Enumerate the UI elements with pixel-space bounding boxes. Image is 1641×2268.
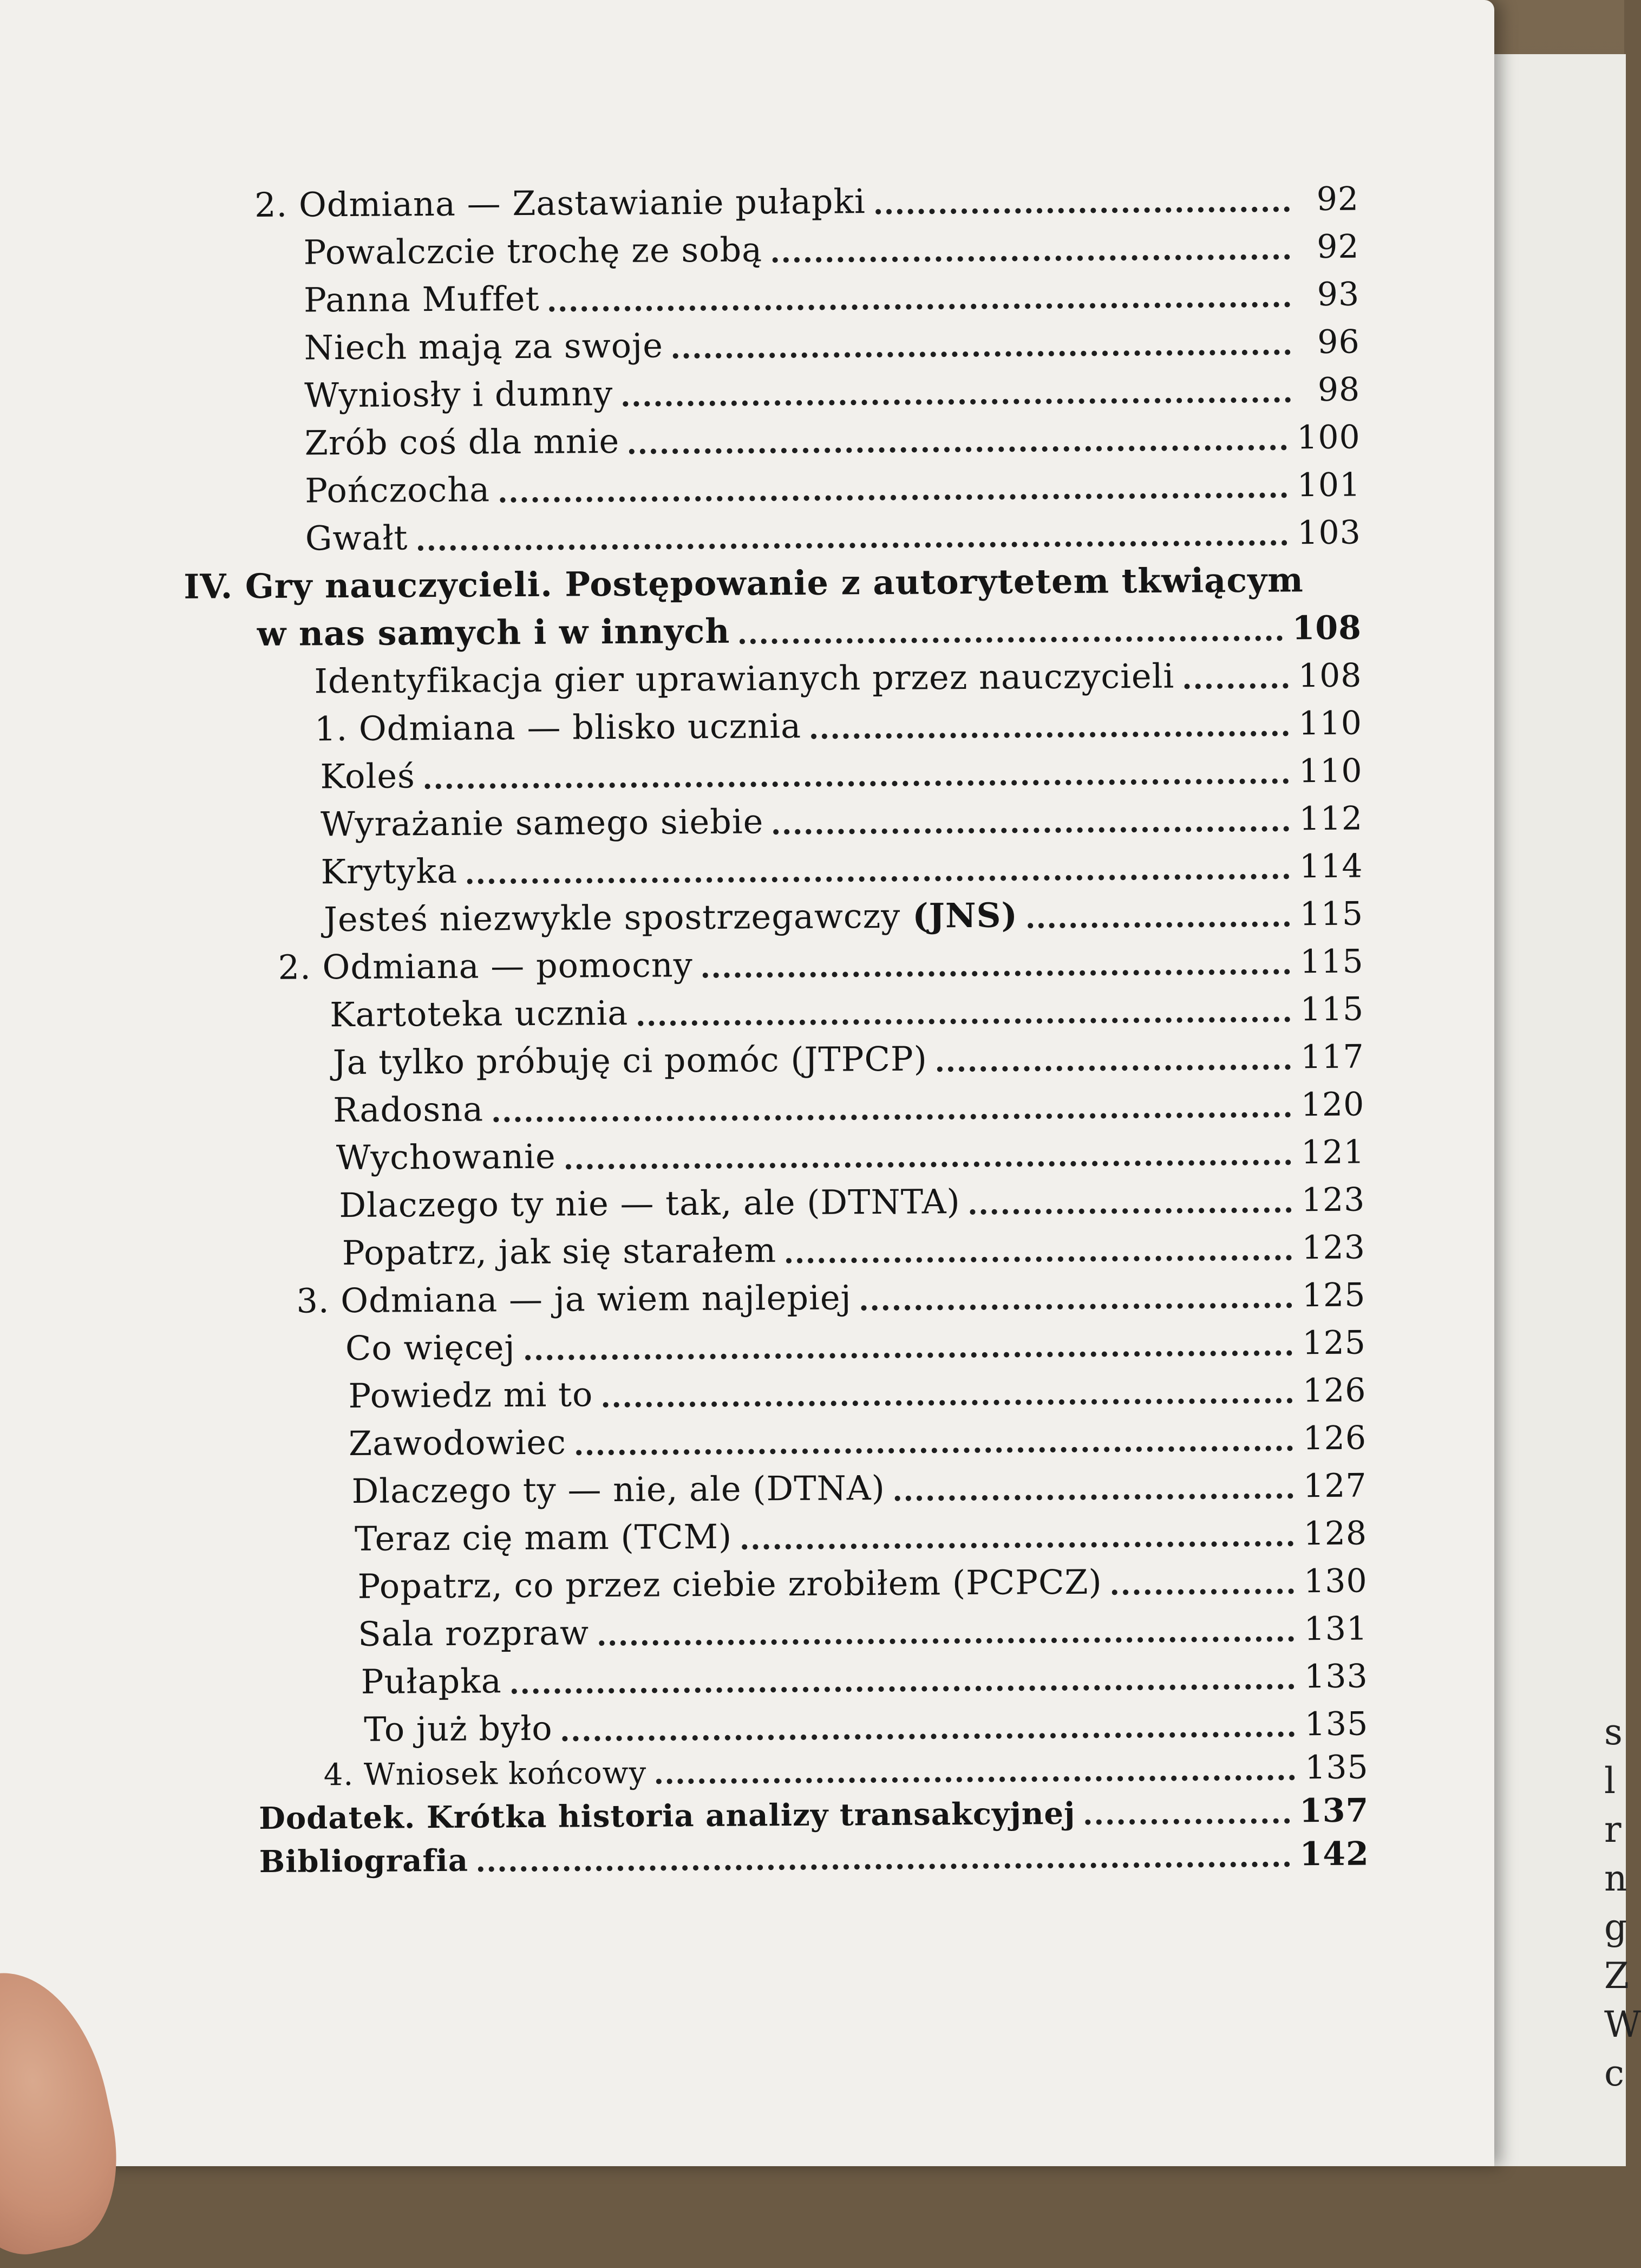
- toc-entry-title: Niech mają za swoje: [304, 325, 664, 368]
- toc-entry-page: 127: [1303, 1467, 1367, 1506]
- toc-entry: [321, 794, 1363, 844]
- dot-leader: [603, 1376, 1293, 1407]
- toc-entry-page: 96: [1317, 323, 1360, 362]
- facing-page: [1483, 54, 1641, 2166]
- toc-entry-abbreviation: (JNS): [912, 895, 1018, 936]
- toc-entry-title: Dlaczego ty — nie, ale (DTNA): [351, 1468, 885, 1511]
- toc-entry: [305, 461, 1361, 511]
- toc-entry: [349, 1414, 1367, 1463]
- toc-entry: [305, 413, 1361, 463]
- toc-entry: [259, 1830, 1369, 1880]
- dot-leader: [703, 947, 1291, 978]
- toc-entry-page: 120: [1300, 1085, 1365, 1124]
- toc-entry-page: 121: [1301, 1133, 1365, 1172]
- dot-leader: [623, 375, 1291, 407]
- dot-leader: [742, 1519, 1294, 1549]
- toc-entry: [304, 318, 1359, 368]
- toc-entry-title: Powalczcie trochę ze sobą: [303, 230, 763, 272]
- dot-leader: [417, 518, 1287, 551]
- dot-leader: [500, 471, 1287, 503]
- toc-entry: [315, 699, 1362, 749]
- toc-entry-title: To już było: [364, 1708, 553, 1749]
- toc-entry-title: Koleś: [320, 756, 416, 797]
- toc-chapter-heading: [184, 556, 1304, 607]
- toc-entry-page: 117: [1300, 1038, 1364, 1077]
- toc-entry: [324, 1743, 1369, 1793]
- toc-entry-title: 2. Odmiana — Zastawianie pułapki: [254, 181, 866, 225]
- dot-leader: [549, 280, 1290, 311]
- toc-entry: [324, 890, 1363, 940]
- toc-entry-page: 125: [1302, 1324, 1367, 1363]
- dot-leader: [425, 757, 1289, 789]
- dot-leader: [740, 614, 1283, 644]
- toc-entry-title: Pułapka: [361, 1661, 502, 1702]
- facing-page-letter: c: [1604, 2052, 1624, 2094]
- facing-page-letter: l: [1604, 1760, 1616, 1802]
- toc-entry-page: 133: [1304, 1657, 1368, 1696]
- toc-entry-title: w nas samych i w innych: [257, 611, 730, 654]
- toc-entry-page: 115: [1299, 942, 1364, 981]
- dot-leader: [576, 1424, 1293, 1455]
- toc-entry: [254, 175, 1359, 225]
- toc-entry-page: 108: [1292, 609, 1362, 648]
- toc-entry: [339, 1176, 1365, 1226]
- dot-leader: [673, 328, 1291, 359]
- toc-entry-title: 1. Odmiana — blisko ucznia: [314, 706, 802, 749]
- toc-entry-title: Wychowanie: [336, 1136, 556, 1178]
- dot-leader: [493, 1090, 1291, 1122]
- toc-entry: [303, 223, 1359, 272]
- toc-entry-page: 128: [1303, 1514, 1368, 1553]
- toc-entry-page: 123: [1301, 1181, 1365, 1220]
- toc-entry-title: Ja tylko próbuję ci pomóc (JTPCP): [332, 1039, 928, 1083]
- toc-entry-page: 110: [1298, 752, 1363, 791]
- toc-entry: [358, 1605, 1368, 1654]
- toc-entry-page: 101: [1297, 466, 1361, 505]
- toc-entry-page: 93: [1317, 275, 1360, 314]
- dot-leader: [512, 1662, 1295, 1694]
- toc-entry-title: Popatrz, jak się starałem: [342, 1230, 777, 1273]
- toc-entry: [332, 1033, 1364, 1083]
- toc-entry-page: 103: [1297, 513, 1362, 552]
- toc-entry-title: Popatrz, co przez ciebie zrobiłem (PCPCZ): [357, 1562, 1102, 1606]
- dot-leader: [638, 995, 1291, 1026]
- dot-leader: [1085, 1796, 1290, 1824]
- toc-entry-page: 135: [1304, 1748, 1369, 1787]
- toc-entry-page: 126: [1302, 1371, 1367, 1410]
- toc-entry: [361, 1652, 1368, 1702]
- toc-entry-title: Jesteś niezwykle spostrzegawczy: [323, 896, 901, 940]
- toc-entry-page: 126: [1303, 1419, 1367, 1458]
- toc-entry-title: Zawodowiec: [348, 1422, 567, 1464]
- facing-page-letter: n: [1604, 1858, 1627, 1899]
- toc-entry-page: 92: [1316, 180, 1359, 219]
- facing-page-letter: g: [1604, 1906, 1627, 1948]
- toc-entry-title: 2. Odmiana — pomocny: [278, 945, 693, 987]
- toc-entry-title: Zrób coś dla mnie: [304, 421, 620, 463]
- toc-entry: [321, 842, 1363, 892]
- dot-leader: [937, 1042, 1291, 1072]
- toc-entry-title: Bibliografia: [259, 1842, 469, 1880]
- dot-leader: [970, 1185, 1292, 1215]
- toc-entry-title: Panna Muffet: [303, 278, 540, 320]
- toc-entry-title: Radosna: [333, 1089, 484, 1130]
- toc-entry: [320, 747, 1362, 797]
- toc-entry-title: Dodatek. Krótka historia analizy transakcyjnej: [259, 1795, 1076, 1837]
- toc-entry-title: Co więcej: [345, 1327, 515, 1368]
- dot-leader: [478, 1840, 1290, 1872]
- dot-leader: [861, 1281, 1292, 1311]
- dot-leader: [875, 185, 1290, 214]
- toc-entry-title: Powiedz mi to: [348, 1374, 593, 1416]
- dot-leader: [566, 1138, 1292, 1169]
- toc-entry-page: 112: [1299, 799, 1363, 838]
- toc-entry-title: Gwałt: [305, 518, 408, 558]
- toc-entry-page: 92: [1317, 227, 1359, 266]
- toc-entry: [314, 651, 1362, 701]
- toc-entry: [257, 604, 1362, 654]
- toc-entry-title: Wyrażanie samego siebie: [320, 801, 764, 844]
- facing-page-letter: Z: [1604, 1955, 1629, 1997]
- toc-entry-title: 4. Wniosek końcowy: [323, 1755, 647, 1793]
- dot-leader: [772, 232, 1290, 263]
- toc-entry-title: Kartoteka ucznia: [329, 993, 629, 1035]
- toc-entry-page: 135: [1304, 1705, 1369, 1744]
- toc-entry-page: 142: [1299, 1835, 1369, 1874]
- toc-entry-page: 115: [1299, 895, 1364, 934]
- toc-entry-title: Teraz cię mam (TCM): [354, 1516, 733, 1559]
- toc-entry-title: Wyniosły i dumny: [304, 374, 613, 415]
- toc-entry: [330, 985, 1364, 1035]
- dot-leader: [786, 1233, 1292, 1263]
- toc-entry: [357, 1557, 1367, 1606]
- toc-entry-page: 131: [1304, 1609, 1368, 1648]
- toc-entry-page: 100: [1296, 418, 1361, 457]
- toc-entry: [305, 509, 1361, 558]
- toc-entry-page: 137: [1299, 1791, 1369, 1830]
- facing-page-letter: W: [1604, 2004, 1641, 2045]
- dot-leader: [811, 709, 1289, 739]
- facing-page-letter: s: [1604, 1711, 1623, 1753]
- toc-entry-page: 114: [1299, 847, 1363, 886]
- toc-entry-title: Dlaczego ty nie — tak, ale (DTNTA): [339, 1182, 960, 1226]
- toc-entry: [304, 366, 1360, 415]
- toc-entry: [278, 937, 1363, 987]
- toc-entry: [345, 1319, 1366, 1368]
- toc-entry: [259, 1787, 1369, 1837]
- toc-entry-page: 130: [1303, 1562, 1368, 1601]
- toc-entry-page: 115: [1300, 990, 1364, 1029]
- dot-leader: [467, 852, 1290, 884]
- toc-entry-page: 125: [1302, 1276, 1366, 1315]
- toc-entry: [304, 270, 1359, 320]
- toc-entry: [348, 1366, 1366, 1416]
- dot-leader: [599, 1614, 1295, 1646]
- toc-entry: [333, 1080, 1364, 1130]
- toc-entry: [342, 1223, 1365, 1273]
- toc-entry-title: Sala rozpraw: [357, 1613, 590, 1654]
- toc-entry: [355, 1509, 1367, 1559]
- toc-entry-title: 3. Odmiana — ja wiem najlepiej: [296, 1278, 852, 1321]
- dot-leader: [1112, 1567, 1294, 1595]
- toc-entry: [336, 1128, 1365, 1178]
- toc-entry-page: 98: [1317, 370, 1361, 409]
- dot-leader: [562, 1710, 1295, 1741]
- facing-page-letter: r: [1604, 1809, 1622, 1850]
- toc-entry-title: Krytyka: [321, 851, 458, 892]
- dot-leader: [629, 423, 1287, 454]
- toc-entry-title: IV. Gry nauczycieli. Postępowanie z autorytetem tkwiącym: [184, 560, 1304, 607]
- dot-leader: [1184, 661, 1289, 689]
- dot-leader: [1028, 900, 1290, 928]
- dot-leader: [773, 804, 1289, 835]
- toc-entry-page: 123: [1302, 1228, 1366, 1267]
- toc-entry: [351, 1462, 1367, 1511]
- toc-entry-title: Identyfikacja gier uprawianych przez nauczycieli: [314, 656, 1175, 701]
- toc-entry-page: 108: [1298, 656, 1362, 695]
- dot-leader: [895, 1471, 1294, 1501]
- dot-leader: [525, 1328, 1293, 1360]
- toc-entry: [296, 1271, 1365, 1321]
- dot-leader: [656, 1753, 1295, 1784]
- toc-entry-page: 110: [1298, 704, 1363, 743]
- toc-entry-title: Pończocha: [305, 470, 491, 511]
- toc-entry: [364, 1700, 1368, 1749]
